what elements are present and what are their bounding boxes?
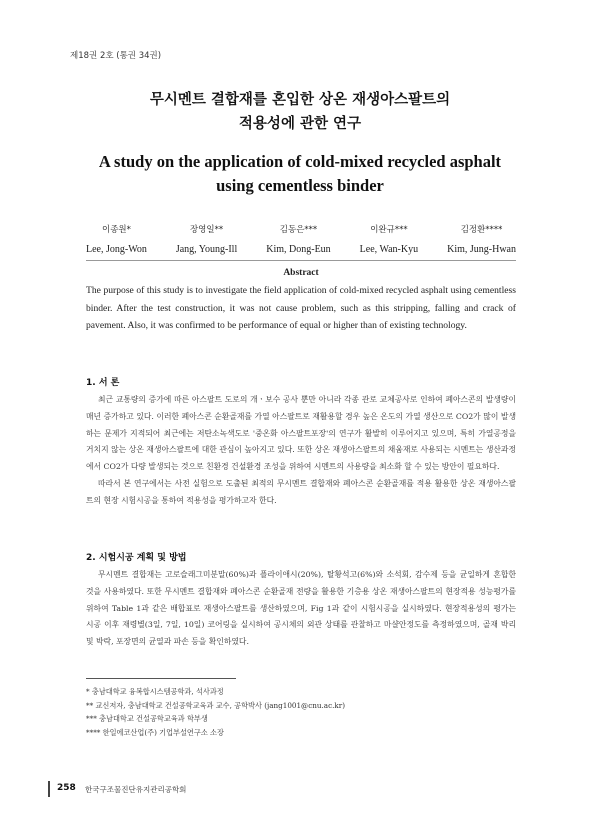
title-english [60, 150, 540, 198]
author-name-korean: 장영일** [189, 225, 224, 235]
author-name-english: Jang, Young-Ill [175, 244, 238, 255]
author [266, 220, 330, 260]
paragraph: 무시멘트 결합재는 고로슬래그미분말(60%)과 플라이애시(20%), 탈황석고(6%)와 소석회, 감수제 등을 균일하게 혼합한 것을 사용하였다. 또한 무시멘트 결합재와 폐아스콘 순환골재 전량을 활용한 기층용 상온 재생아스팔트의 현장적용 성능평가를 위하여 Table 1과 같은 배합표로 재생아스팔트를 생산하였으며, Fig 1과 같이 시험시공을 실시하였다. 현장적용성의 평가는 시공 이후 재령별(3일, 7일, 10일) 코어링을 실시하여 공시체의 외관 상태를 관찰하고 마샬안정도를 측정하였으며, 골재 박리 및 박락, 포장면의 균열과 파손 등을 확인하였다. [86, 570, 516, 647]
section-body-introduction [86, 392, 516, 510]
author [447, 220, 516, 260]
section-heading-introduction: 1. 서 론 [86, 378, 120, 388]
author-name-english: Lee, Wan-Kyu [359, 244, 419, 255]
footnote-divider [86, 678, 236, 679]
author-list [86, 220, 516, 260]
title-korean-line1: 무시멘트 결합재를 혼입한 상온 재생아스팔트의 [149, 92, 451, 108]
title-korean-line2: 적용성에 관한 연구 [238, 116, 362, 132]
footnote: ** 교신저자, 충남대학교 건설공학교육과 교수, 공학박사 (jang1001@cnu.ac.kr) [86, 700, 346, 710]
footnote: * 충남대학교 융복합시스템공학과, 석사과정 [86, 687, 224, 696]
paragraph: 최근 교통량의 증가에 따른 아스팔트 도로의 개ㆍ보수 공사 뿐만 아니라 각종 관로 교체공사로 인하여 폐아스콘의 발생량이 매년 증가하고 있다. 이러한 폐아스콘 순환골재를 가열 아스팔트로 재활용할 경우 높은 온도의 가열 생산으로 CO2가 많이 발생하는 문제가 지적되어 최근에는 저탄소녹색도로 '중온화 아스팔트포장'의 연구가 활발히 이루어지고 있으며, 특히 가열공정을 거치지 않는 상온 재생아스팔트에 대한 관심이 높아지고 있다. 또한 상온 재생아스팔트의 채움재로 사용되는 시멘트는 생산과정에서 CO2가 다량 발생되는 것으로 친환경 건설환경 조성을 위하여 시멘트의 사용량을 최소화 할 수 있는 방안이 필요하다. [86, 395, 516, 472]
author [360, 220, 418, 260]
author-name-korean: 김정환**** [460, 225, 503, 235]
abstract-heading: Abstract [283, 268, 319, 278]
journal-issue: 제18권 2호 (통권 34권) [70, 51, 162, 61]
journal-name: 한국구조물진단유지관리공학회 [85, 785, 187, 794]
footer-bar [48, 781, 50, 797]
title-english-line2: using cementless binder [216, 176, 384, 195]
footnote: **** 한일에코산업(주) 기업부설연구소 소장 [86, 727, 224, 737]
footnotes [86, 685, 516, 739]
title-korean [60, 88, 540, 136]
author-name-english: Kim, Dong-Eun [266, 244, 331, 255]
paragraph: 따라서 본 연구에서는 사전 실험으로 도출된 최적의 무시멘트 결합재와 폐아스콘 순환골재를 적용 활용한 상온 재생아스팔트의 현장 시험시공을 통하여 적용성을 평가하고자 한다. [86, 478, 516, 505]
title-english-line1: A study on the application of cold-mixed recycled asphalt [98, 152, 502, 171]
author [176, 220, 237, 260]
section-heading-method: 2. 시험시공 계획 및 방법 [86, 553, 187, 563]
author-name-korean: 이완규*** [370, 225, 408, 235]
author-name-korean: 김동은*** [279, 225, 318, 235]
author-name-korean: 이종원* [101, 225, 131, 235]
page-number: 258 [57, 783, 76, 793]
divider [86, 260, 516, 261]
footnote: *** 충남대학교 건설공학교육과 학부생 [86, 714, 208, 723]
author [86, 220, 147, 260]
section-body-method [86, 567, 516, 651]
author-name-english: Kim, Jung-Hwan [447, 244, 516, 255]
abstract-text: The purpose of this study is to investigate the field application of cold-mixed recycled asphalt using cementless binder. After the test construction, it was not cause problem, such as this stripping, falling and crack of pavement. Also, it was confirmed to be performance of equal or higher than of existing technology. [86, 285, 516, 331]
author-name-english: Lee, Jong-Won [86, 244, 147, 255]
